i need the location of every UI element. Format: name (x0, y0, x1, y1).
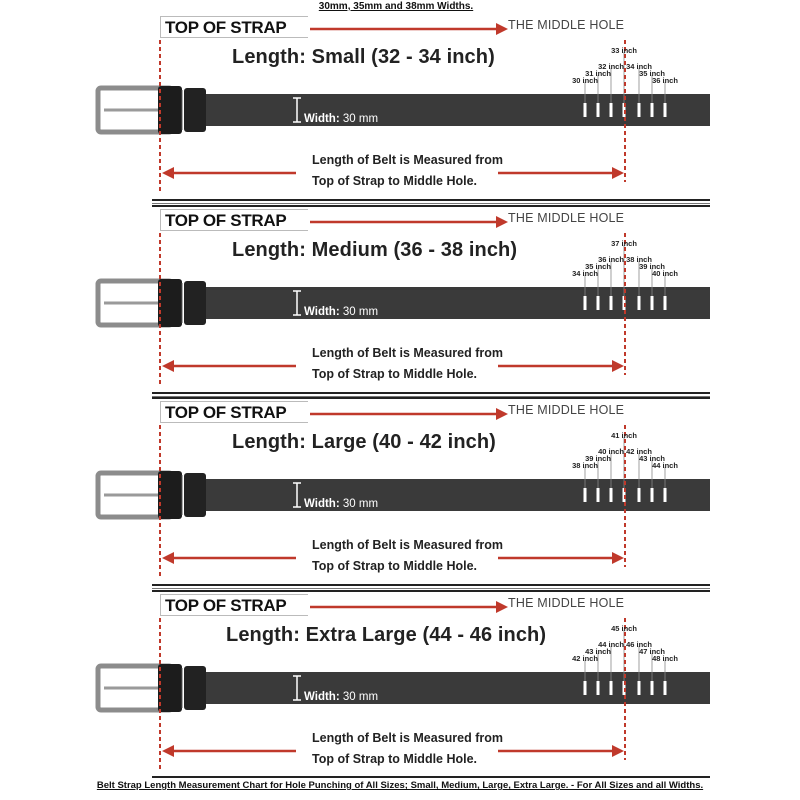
measure-arrow-head-right (612, 360, 624, 372)
hole-size-label: 40 inch (598, 447, 624, 456)
middle-hole-label: THE MIDDLE HOLE (508, 211, 625, 225)
measure-description-line1: Length of Belt is Measured from (312, 538, 503, 552)
width-value: 30 mm (342, 691, 379, 703)
width-label (304, 691, 378, 703)
belt-hole (597, 103, 600, 117)
measure-description-line1: Length of Belt is Measured from (312, 153, 503, 167)
belt-hole (664, 681, 667, 695)
belt-panel (0, 10, 800, 202)
belt-keeper (158, 86, 182, 134)
measure-description-line1: Length of Belt is Measured from (312, 346, 503, 360)
belt-hole (597, 296, 600, 310)
panel-separator (152, 584, 710, 586)
hole-size-label: 44 inch (598, 640, 624, 649)
belt-strap (200, 479, 710, 511)
belt-hole (664, 296, 667, 310)
hole-size-label: 40 inch (652, 269, 678, 278)
hole-size-label: 39 inch (585, 454, 611, 463)
top-arrow-head (496, 216, 508, 228)
belt-hole (638, 296, 641, 310)
belt-keeper (184, 473, 206, 517)
hole-size-label: 37 inch (611, 239, 637, 248)
measure-arrow-head-left (162, 360, 174, 372)
top-arrow-head (496, 408, 508, 420)
top-of-strap-label: TOP OF STRAP (160, 594, 308, 616)
measure-description-line2: Top of Strap to Middle Hole. (312, 752, 478, 766)
measure-description-line2: Top of Strap to Middle Hole. (312, 367, 478, 381)
top-of-strap-label: TOP OF STRAP (160, 16, 308, 38)
belt-hole (610, 488, 613, 502)
belt-keeper (184, 281, 206, 325)
hole-size-label: 42 inch (572, 654, 598, 663)
panel-separator (152, 590, 710, 592)
width-prefix: Width: (304, 113, 340, 125)
belt-hole (638, 103, 641, 117)
belt-strap (200, 94, 710, 126)
top-of-strap-label: TOP OF STRAP (160, 209, 308, 231)
length-title: Length: Large (40 - 42 inch) (232, 431, 496, 453)
top-of-strap-label: TOP OF STRAP (160, 401, 308, 423)
hole-size-label: 46 inch (626, 640, 652, 649)
middle-hole-label: THE MIDDLE HOLE (508, 403, 625, 417)
belt-strap (200, 672, 710, 704)
header-widths-text: 30mm, 35mm and 38mm Widths. (318, 1, 474, 12)
belt-hole (610, 103, 613, 117)
hole-size-label: 44 inch (652, 461, 678, 470)
top-arrow-head (496, 23, 508, 35)
belt-hole (584, 488, 587, 502)
hole-size-label: 42 inch (626, 447, 652, 456)
belt-hole (584, 296, 587, 310)
length-title: Length: Medium (36 - 38 inch) (232, 239, 518, 261)
belt-panel (0, 395, 800, 587)
middle-hole-label: THE MIDDLE HOLE (508, 18, 625, 32)
measure-arrow-head-left (162, 745, 174, 757)
belt-strap (200, 287, 710, 319)
belt-keeper (158, 279, 182, 327)
belt-panel (0, 588, 800, 780)
panel-separator-thin (152, 203, 710, 204)
belt-panel (0, 203, 800, 395)
belt-keeper (158, 664, 182, 712)
width-value: 30 mm (342, 498, 379, 510)
measure-arrow-head-right (612, 745, 624, 757)
belt-hole (610, 681, 613, 695)
belt-hole (610, 296, 613, 310)
width-label (304, 498, 378, 510)
panel-separator (152, 205, 710, 207)
footer-separator (152, 776, 710, 778)
width-prefix: Width: (304, 498, 340, 510)
hole-size-label: 38 inch (626, 255, 652, 264)
belt-hole (651, 488, 654, 502)
top-arrow-head (496, 601, 508, 613)
hole-size-label: 31 inch (585, 69, 611, 78)
panel-separator-thin (152, 396, 710, 397)
belt-hole (651, 103, 654, 117)
hole-size-label: 32 inch (598, 62, 624, 71)
hole-size-label: 43 inch (585, 647, 611, 656)
belt-hole (638, 488, 641, 502)
width-label (304, 306, 378, 318)
hole-size-label: 34 inch (626, 62, 652, 71)
hole-size-label: 47 inch (639, 647, 665, 656)
length-title: Length: Extra Large (44 - 46 inch) (226, 624, 547, 646)
hole-size-label: 36 inch (598, 255, 624, 264)
panel-separator-thin (152, 588, 710, 589)
belt-hole (651, 681, 654, 695)
belt-hole (597, 681, 600, 695)
belt-hole (664, 488, 667, 502)
length-title: Length: Small (32 - 34 inch) (232, 46, 495, 68)
belt-hole (664, 103, 667, 117)
hole-size-label: 38 inch (572, 461, 598, 470)
hole-size-label: 35 inch (585, 262, 611, 271)
measure-description-line1: Length of Belt is Measured from (312, 731, 503, 745)
hole-size-label: 34 inch (572, 269, 598, 278)
belt-hole (651, 296, 654, 310)
hole-size-label: 30 inch (572, 76, 598, 85)
measure-arrow-head-left (162, 552, 174, 564)
panel-separator (152, 392, 710, 394)
width-value: 30 mm (342, 306, 379, 318)
footer-caption: Belt Strap Length Measurement Chart for Hole Punching of All Sizes; Small, Medium, Large, Extra Large. - For All Sizes and all Widths. (96, 780, 704, 791)
hole-size-label: 33 inch (611, 46, 637, 55)
hole-size-label: 48 inch (652, 654, 678, 663)
measure-arrow-head-left (162, 167, 174, 179)
belt-keeper (158, 471, 182, 519)
measure-description-line2: Top of Strap to Middle Hole. (312, 174, 478, 188)
measure-description-line2: Top of Strap to Middle Hole. (312, 559, 478, 573)
belt-hole (584, 103, 587, 117)
hole-size-label: 43 inch (639, 454, 665, 463)
panel-separator (152, 397, 710, 399)
belt-hole (584, 681, 587, 695)
width-value: 30 mm (342, 113, 379, 125)
belt-hole (638, 681, 641, 695)
hole-size-label: 39 inch (639, 262, 665, 271)
belt-keeper (184, 666, 206, 710)
belt-keeper (184, 88, 206, 132)
panel-separator (152, 199, 710, 201)
hole-size-label: 45 inch (611, 624, 637, 633)
width-prefix: Width: (304, 306, 340, 318)
hole-size-label: 35 inch (639, 69, 665, 78)
width-prefix: Width: (304, 691, 340, 703)
measure-arrow-head-right (612, 167, 624, 179)
middle-hole-label: THE MIDDLE HOLE (508, 596, 625, 610)
belt-hole (597, 488, 600, 502)
measure-arrow-head-right (612, 552, 624, 564)
hole-size-label: 41 inch (611, 431, 637, 440)
hole-size-label: 36 inch (652, 76, 678, 85)
width-label (304, 113, 378, 125)
